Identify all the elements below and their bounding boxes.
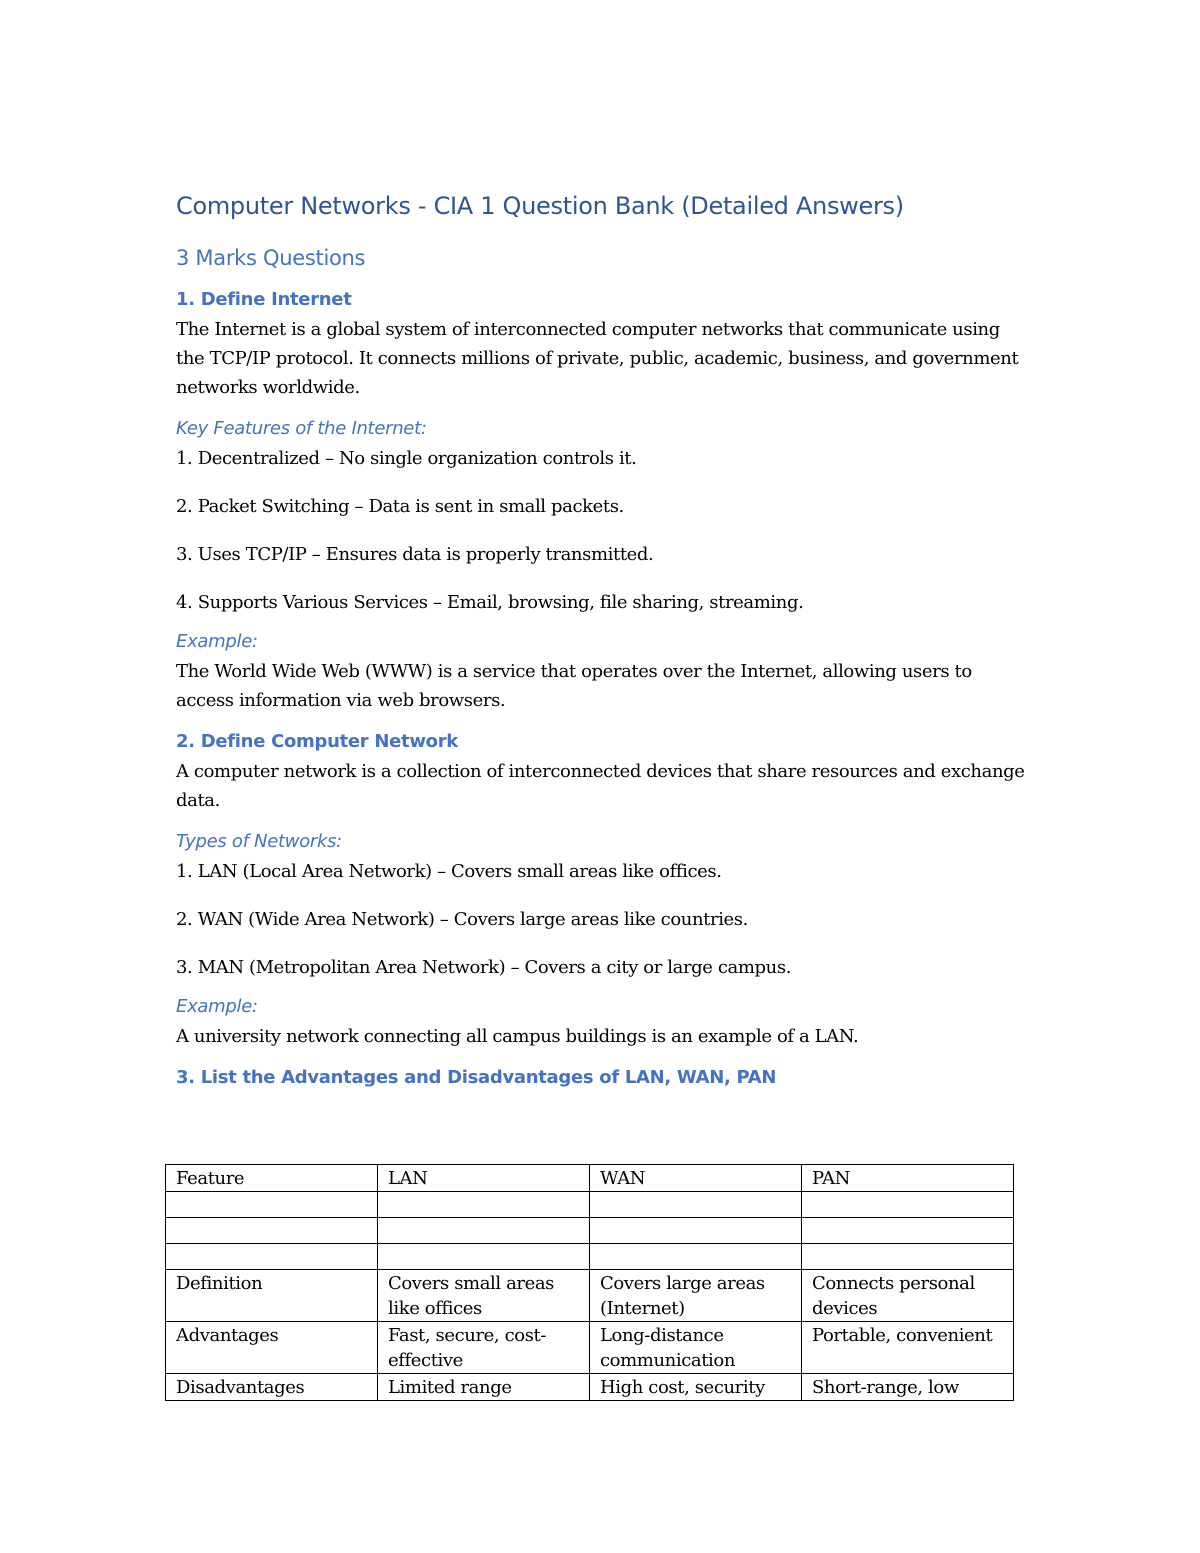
table-header-cell: PAN	[802, 1165, 1014, 1192]
example-heading: Example:	[176, 996, 258, 1017]
feature-item: 3. Uses TCP/IP – Ensures data is properly transmitted.	[176, 544, 654, 565]
document-page	[176, 186, 1026, 1093]
comparison-table	[165, 1164, 1014, 1401]
table-cell	[166, 1244, 378, 1270]
table-row-empty	[166, 1192, 1014, 1218]
question-3-heading: 3. List the Advantages and Disadvantages of LAN, WAN, PAN	[176, 1067, 777, 1088]
table-cell	[378, 1218, 590, 1244]
table-cell: Advantages	[166, 1322, 378, 1374]
table-cell	[590, 1244, 802, 1270]
feature-item: 4. Supports Various Services – Email, browsing, file sharing, streaming.	[176, 592, 804, 613]
table-row	[166, 1322, 1014, 1374]
example-text: A university network connecting all campus buildings is an example of a LAN.	[176, 1026, 859, 1047]
table-cell: Definition	[166, 1270, 378, 1322]
table-cell: High cost, security	[590, 1374, 802, 1401]
table-cell: Long-distance communication	[590, 1322, 802, 1374]
table-cell	[378, 1244, 590, 1270]
table-cell: Portable, convenient	[802, 1322, 1014, 1374]
feature-item: 1. Decentralized – No single organization controls it.	[176, 448, 637, 469]
table-cell	[802, 1218, 1014, 1244]
table-row	[166, 1270, 1014, 1322]
table-row	[166, 1374, 1014, 1401]
document-title: Computer Networks - CIA 1 Question Bank (Detailed Answers)	[176, 192, 904, 220]
network-type-item: 1. LAN (Local Area Network) – Covers small areas like offices.	[176, 861, 722, 882]
network-type-item: 2. WAN (Wide Area Network) – Covers large areas like countries.	[176, 909, 748, 930]
table-header-cell: Feature	[166, 1165, 378, 1192]
table-cell	[378, 1192, 590, 1218]
table-header-cell: LAN	[378, 1165, 590, 1192]
table-cell	[802, 1244, 1014, 1270]
table-cell: Short-range, low	[802, 1374, 1014, 1401]
section-heading: 3 Marks Questions	[176, 246, 366, 270]
table-cell	[166, 1218, 378, 1244]
table-header-cell: WAN	[590, 1165, 802, 1192]
question-1-body: The Internet is a global system of interconnected computer networks that communicate using the TCP/IP protocol. It connects millions of private, public, academic, business, and government networks worldwide.	[176, 319, 1019, 398]
table-cell	[590, 1192, 802, 1218]
types-heading: Types of Networks:	[176, 831, 342, 852]
table-cell: Disadvantages	[166, 1374, 378, 1401]
question-2-body: A computer network is a collection of interconnected devices that share resources and exchange data.	[176, 761, 1025, 811]
example-heading: Example:	[176, 631, 258, 652]
table-cell: Covers large areas (Internet)	[590, 1270, 802, 1322]
table-cell: Fast, secure, cost-effective	[378, 1322, 590, 1374]
table-cell	[590, 1218, 802, 1244]
table-header-row	[166, 1165, 1014, 1192]
question-2-heading: 2. Define Computer Network	[176, 731, 458, 752]
key-features-heading: Key Features of the Internet:	[176, 418, 427, 439]
table-cell: Covers small areas like offices	[378, 1270, 590, 1322]
table-row-empty	[166, 1218, 1014, 1244]
table-cell	[166, 1192, 378, 1218]
table-cell: Limited range	[378, 1374, 590, 1401]
question-1-heading: 1. Define Internet	[176, 289, 352, 310]
table-cell	[802, 1192, 1014, 1218]
example-text: The World Wide Web (WWW) is a service that operates over the Internet, allowing users to access information via web browsers.	[176, 661, 972, 711]
table-row-empty	[166, 1244, 1014, 1270]
network-type-item: 3. MAN (Metropolitan Area Network) – Covers a city or large campus.	[176, 957, 792, 978]
feature-item: 2. Packet Switching – Data is sent in small packets.	[176, 496, 624, 517]
table-cell: Connects personal devices	[802, 1270, 1014, 1322]
